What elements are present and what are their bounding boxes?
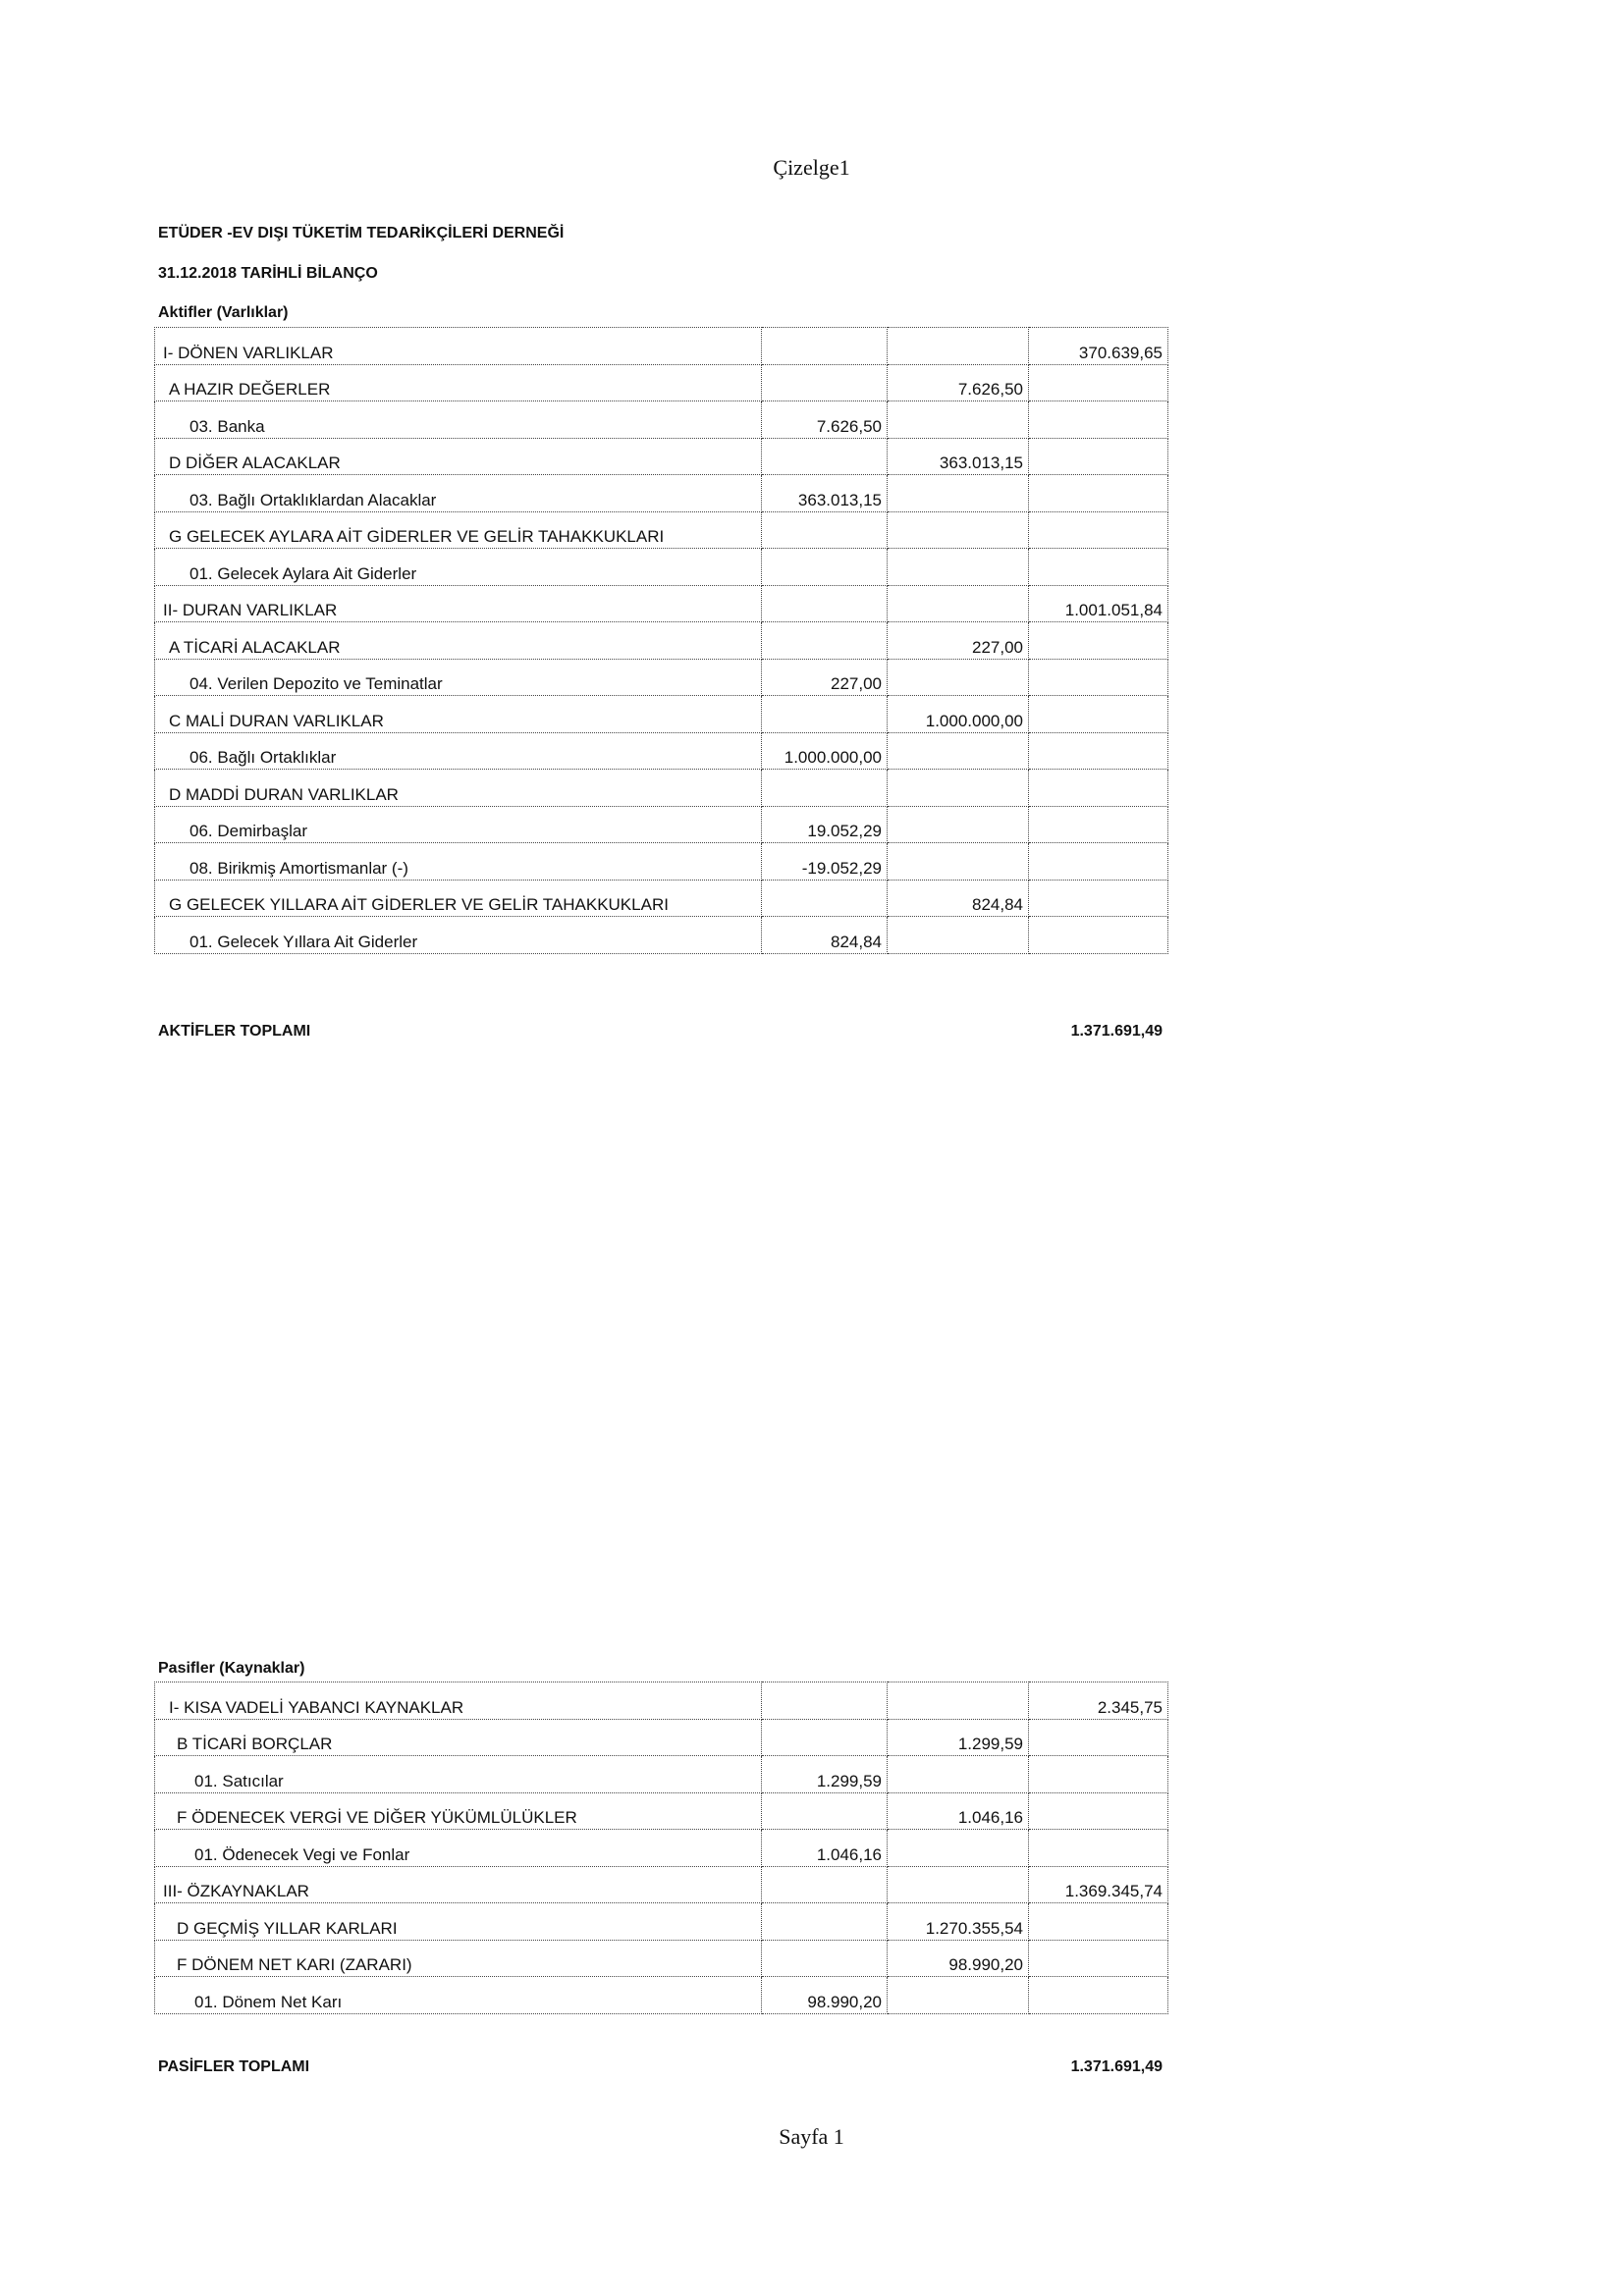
cell-total — [1029, 880, 1168, 917]
row-label: 08. Birikmiş Amortismanlar (-) — [155, 843, 762, 881]
cell-detail — [762, 1866, 888, 1903]
row-label: G GELECEK AYLARA AİT GİDERLER VE GELİR TAHAKKUKLARI — [155, 511, 762, 549]
cell-total — [1029, 364, 1168, 401]
row-label: D GEÇMİŞ YILLAR KARLARI — [155, 1903, 762, 1941]
table-row — [155, 585, 1168, 622]
cell-subtotal: 1.000.000,00 — [888, 696, 1029, 733]
cell-total — [1029, 401, 1168, 439]
table-row — [155, 1682, 1168, 1720]
row-label: 03. Bağlı Ortaklıklardan Alacaklar — [155, 475, 762, 512]
row-label: III- ÖZKAYNAKLAR — [155, 1866, 762, 1903]
cell-detail — [762, 1719, 888, 1756]
table-row — [155, 549, 1168, 586]
row-label: C MALİ DURAN VARLIKLAR — [155, 696, 762, 733]
cell-detail: 363.013,15 — [762, 475, 888, 512]
cell-subtotal: 7.626,50 — [888, 364, 1029, 401]
cell-total — [1029, 1792, 1168, 1830]
cell-subtotal — [888, 511, 1029, 549]
cell-total — [1029, 696, 1168, 733]
row-label: D DİĞER ALACAKLAR — [155, 438, 762, 475]
assets-total-value: 1.371.691,49 — [1070, 1023, 1163, 1040]
cell-subtotal: 1.299,59 — [888, 1719, 1029, 1756]
cell-total: 1.369.345,74 — [1029, 1866, 1168, 1903]
row-label: II- DURAN VARLIKLAR — [155, 585, 762, 622]
table-row — [155, 511, 1168, 549]
cell-total — [1029, 1756, 1168, 1793]
cell-total — [1029, 659, 1168, 696]
cell-total: 370.639,65 — [1029, 328, 1168, 365]
cell-subtotal — [888, 843, 1029, 881]
cell-total — [1029, 1940, 1168, 1977]
cell-detail: 19.052,29 — [762, 806, 888, 843]
table-row — [155, 401, 1168, 439]
table-row — [155, 770, 1168, 807]
cell-detail — [762, 770, 888, 807]
cell-detail — [762, 511, 888, 549]
cell-detail: 98.990,20 — [762, 1977, 888, 2014]
cell-detail — [762, 364, 888, 401]
table-row — [155, 438, 1168, 475]
cell-total — [1029, 806, 1168, 843]
row-label: F ÖDENECEK VERGİ VE DİĞER YÜKÜMLÜLÜKLER — [155, 1792, 762, 1830]
cell-subtotal: 1.046,16 — [888, 1792, 1029, 1830]
liabilities-heading: Pasifler (Kaynaklar) — [158, 1660, 305, 1677]
cell-total — [1029, 843, 1168, 881]
cell-detail — [762, 1792, 888, 1830]
report-title: 31.12.2018 TARİHLİ BİLANÇO — [158, 265, 378, 282]
row-label: 01. Dönem Net Karı — [155, 1977, 762, 2014]
cell-subtotal — [888, 475, 1029, 512]
organization-name: ETÜDER -EV DIŞI TÜKETİM TEDARİKÇİLERİ DERNEĞİ — [158, 225, 565, 241]
cell-total — [1029, 475, 1168, 512]
cell-detail — [762, 1903, 888, 1941]
liabilities-total-label: PASİFLER TOPLAMI — [158, 2058, 310, 2075]
table-row — [155, 843, 1168, 881]
table-row — [155, 1866, 1168, 1903]
table-row — [155, 1940, 1168, 1977]
row-label: 01. Gelecek Aylara Ait Giderler — [155, 549, 762, 586]
cell-detail — [762, 696, 888, 733]
cell-total — [1029, 917, 1168, 954]
cell-subtotal: 227,00 — [888, 622, 1029, 660]
cell-subtotal — [888, 917, 1029, 954]
row-label: 03. Banka — [155, 401, 762, 439]
table-row — [155, 364, 1168, 401]
row-label: 06. Demirbaşlar — [155, 806, 762, 843]
table-row — [155, 659, 1168, 696]
cell-total — [1029, 1903, 1168, 1941]
row-label: G GELECEK YILLARA AİT GİDERLER VE GELİR TAHAKKUKLARI — [155, 880, 762, 917]
row-label: B TİCARİ BORÇLAR — [155, 1719, 762, 1756]
assets-table — [154, 327, 1168, 954]
cell-detail — [762, 622, 888, 660]
cell-total: 1.001.051,84 — [1029, 585, 1168, 622]
table-row — [155, 917, 1168, 954]
cell-detail — [762, 549, 888, 586]
table-row — [155, 806, 1168, 843]
table-row — [155, 475, 1168, 512]
cell-detail — [762, 1682, 888, 1720]
table-row — [155, 732, 1168, 770]
sheet-title: Çizelge1 — [773, 155, 850, 180]
cell-subtotal: 1.270.355,54 — [888, 1903, 1029, 1941]
cell-subtotal — [888, 1756, 1029, 1793]
page-footer: Sayfa 1 — [779, 2124, 844, 2149]
cell-subtotal: 824,84 — [888, 880, 1029, 917]
row-label: I- DÖNEN VARLIKLAR — [155, 328, 762, 365]
cell-detail — [762, 438, 888, 475]
cell-subtotal — [888, 1830, 1029, 1867]
cell-total — [1029, 438, 1168, 475]
row-label: 04. Verilen Depozito ve Teminatlar — [155, 659, 762, 696]
liabilities-total-value: 1.371.691,49 — [1070, 2058, 1163, 2075]
cell-total — [1029, 1830, 1168, 1867]
table-row — [155, 1977, 1168, 2014]
table-row — [155, 880, 1168, 917]
cell-total — [1029, 770, 1168, 807]
row-label: D MADDİ DURAN VARLIKLAR — [155, 770, 762, 807]
cell-total — [1029, 549, 1168, 586]
table-row — [155, 696, 1168, 733]
cell-subtotal: 363.013,15 — [888, 438, 1029, 475]
cell-subtotal — [888, 401, 1029, 439]
cell-detail: 227,00 — [762, 659, 888, 696]
cell-subtotal — [888, 770, 1029, 807]
cell-subtotal: 98.990,20 — [888, 1940, 1029, 1977]
cell-total — [1029, 732, 1168, 770]
cell-subtotal — [888, 659, 1029, 696]
cell-subtotal — [888, 806, 1029, 843]
cell-total — [1029, 1977, 1168, 2014]
cell-subtotal — [888, 1977, 1029, 2014]
assets-total-label: AKTİFLER TOPLAMI — [158, 1023, 311, 1040]
row-label: 01. Ödenecek Vegi ve Fonlar — [155, 1830, 762, 1867]
cell-detail: 824,84 — [762, 917, 888, 954]
row-label: 06. Bağlı Ortaklıklar — [155, 732, 762, 770]
row-label: I- KISA VADELİ YABANCI KAYNAKLAR — [155, 1682, 762, 1720]
table-row — [155, 1830, 1168, 1867]
liabilities-table — [154, 1682, 1168, 2014]
cell-subtotal — [888, 549, 1029, 586]
cell-detail: 1.046,16 — [762, 1830, 888, 1867]
cell-detail — [762, 585, 888, 622]
cell-subtotal — [888, 328, 1029, 365]
cell-detail: 1.299,59 — [762, 1756, 888, 1793]
row-label: 01. Gelecek Yıllara Ait Giderler — [155, 917, 762, 954]
cell-detail: 1.000.000,00 — [762, 732, 888, 770]
table-row — [155, 328, 1168, 365]
table-row — [155, 1792, 1168, 1830]
cell-detail: 7.626,50 — [762, 401, 888, 439]
cell-total: 2.345,75 — [1029, 1682, 1168, 1720]
cell-subtotal — [888, 585, 1029, 622]
cell-subtotal — [888, 1866, 1029, 1903]
cell-detail — [762, 328, 888, 365]
row-label: F DÖNEM NET KARI (ZARARI) — [155, 1940, 762, 1977]
table-row — [155, 1756, 1168, 1793]
table-row — [155, 622, 1168, 660]
cell-detail — [762, 1940, 888, 1977]
cell-total — [1029, 1719, 1168, 1756]
cell-detail: -19.052,29 — [762, 843, 888, 881]
row-label: A HAZIR DEĞERLER — [155, 364, 762, 401]
cell-subtotal — [888, 1682, 1029, 1720]
assets-heading: Aktifler (Varlıklar) — [158, 304, 289, 321]
cell-total — [1029, 622, 1168, 660]
row-label: A TİCARİ ALACAKLAR — [155, 622, 762, 660]
table-row — [155, 1903, 1168, 1941]
table-row — [155, 1719, 1168, 1756]
row-label: 01. Satıcılar — [155, 1756, 762, 1793]
cell-subtotal — [888, 732, 1029, 770]
cell-detail — [762, 880, 888, 917]
cell-total — [1029, 511, 1168, 549]
